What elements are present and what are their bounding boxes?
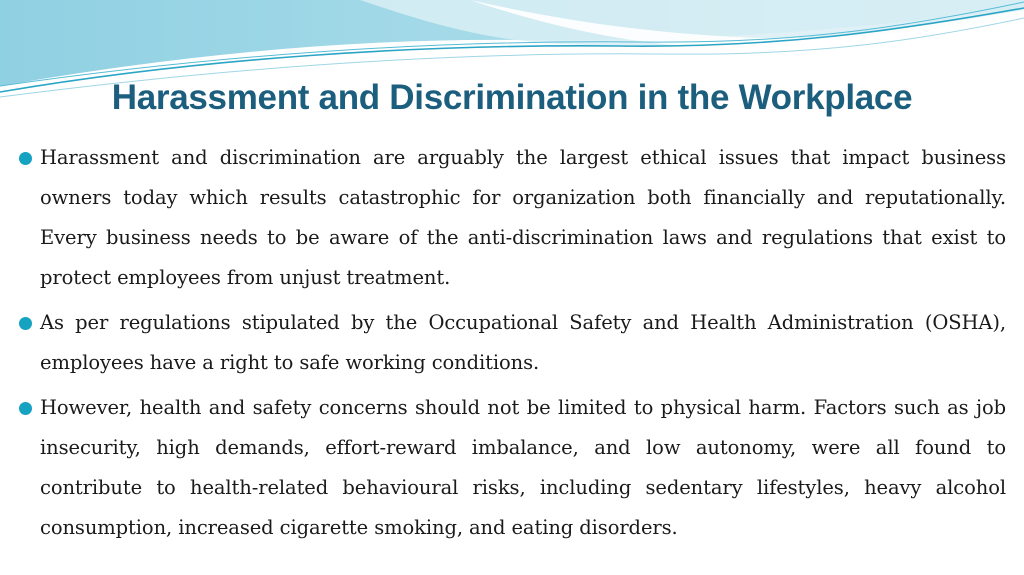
bullet-dot-icon	[19, 402, 32, 415]
bullet-item	[16, 303, 1006, 383]
bullet-text: As per regulations stipulated by the Occupational Safety and Health Administration (OSHA), employees have a right to safe working conditions.	[40, 311, 1006, 374]
bullet-text: However, health and safety concerns should not be limited to physical harm. Factors such as job insecurity, high demands, effort-reward imbalance, and low autonomy, were all found to contribute to health-related behavioural risks, including sedentary lifestyles, heavy alcohol consumption, increased cigarette smoking, and eating disorders.	[40, 396, 1006, 539]
bullet-text: Harassment and discrimination are arguably the largest ethical issues that impact business owners today which results catastrophic for organization both financially and reputationally. Every business needs to be aware of the anti-discrimination laws and regulations that exist to protect employees from unjust treatment.	[40, 146, 1006, 289]
bullet-item	[16, 388, 1006, 548]
slide-title: Harassment and Discrimination in the Workplace	[111, 78, 913, 117]
bullet-item	[16, 138, 1006, 298]
bullet-list	[16, 138, 1006, 553]
bullet-dot-icon	[19, 152, 32, 165]
bullet-dot-icon	[19, 317, 32, 330]
